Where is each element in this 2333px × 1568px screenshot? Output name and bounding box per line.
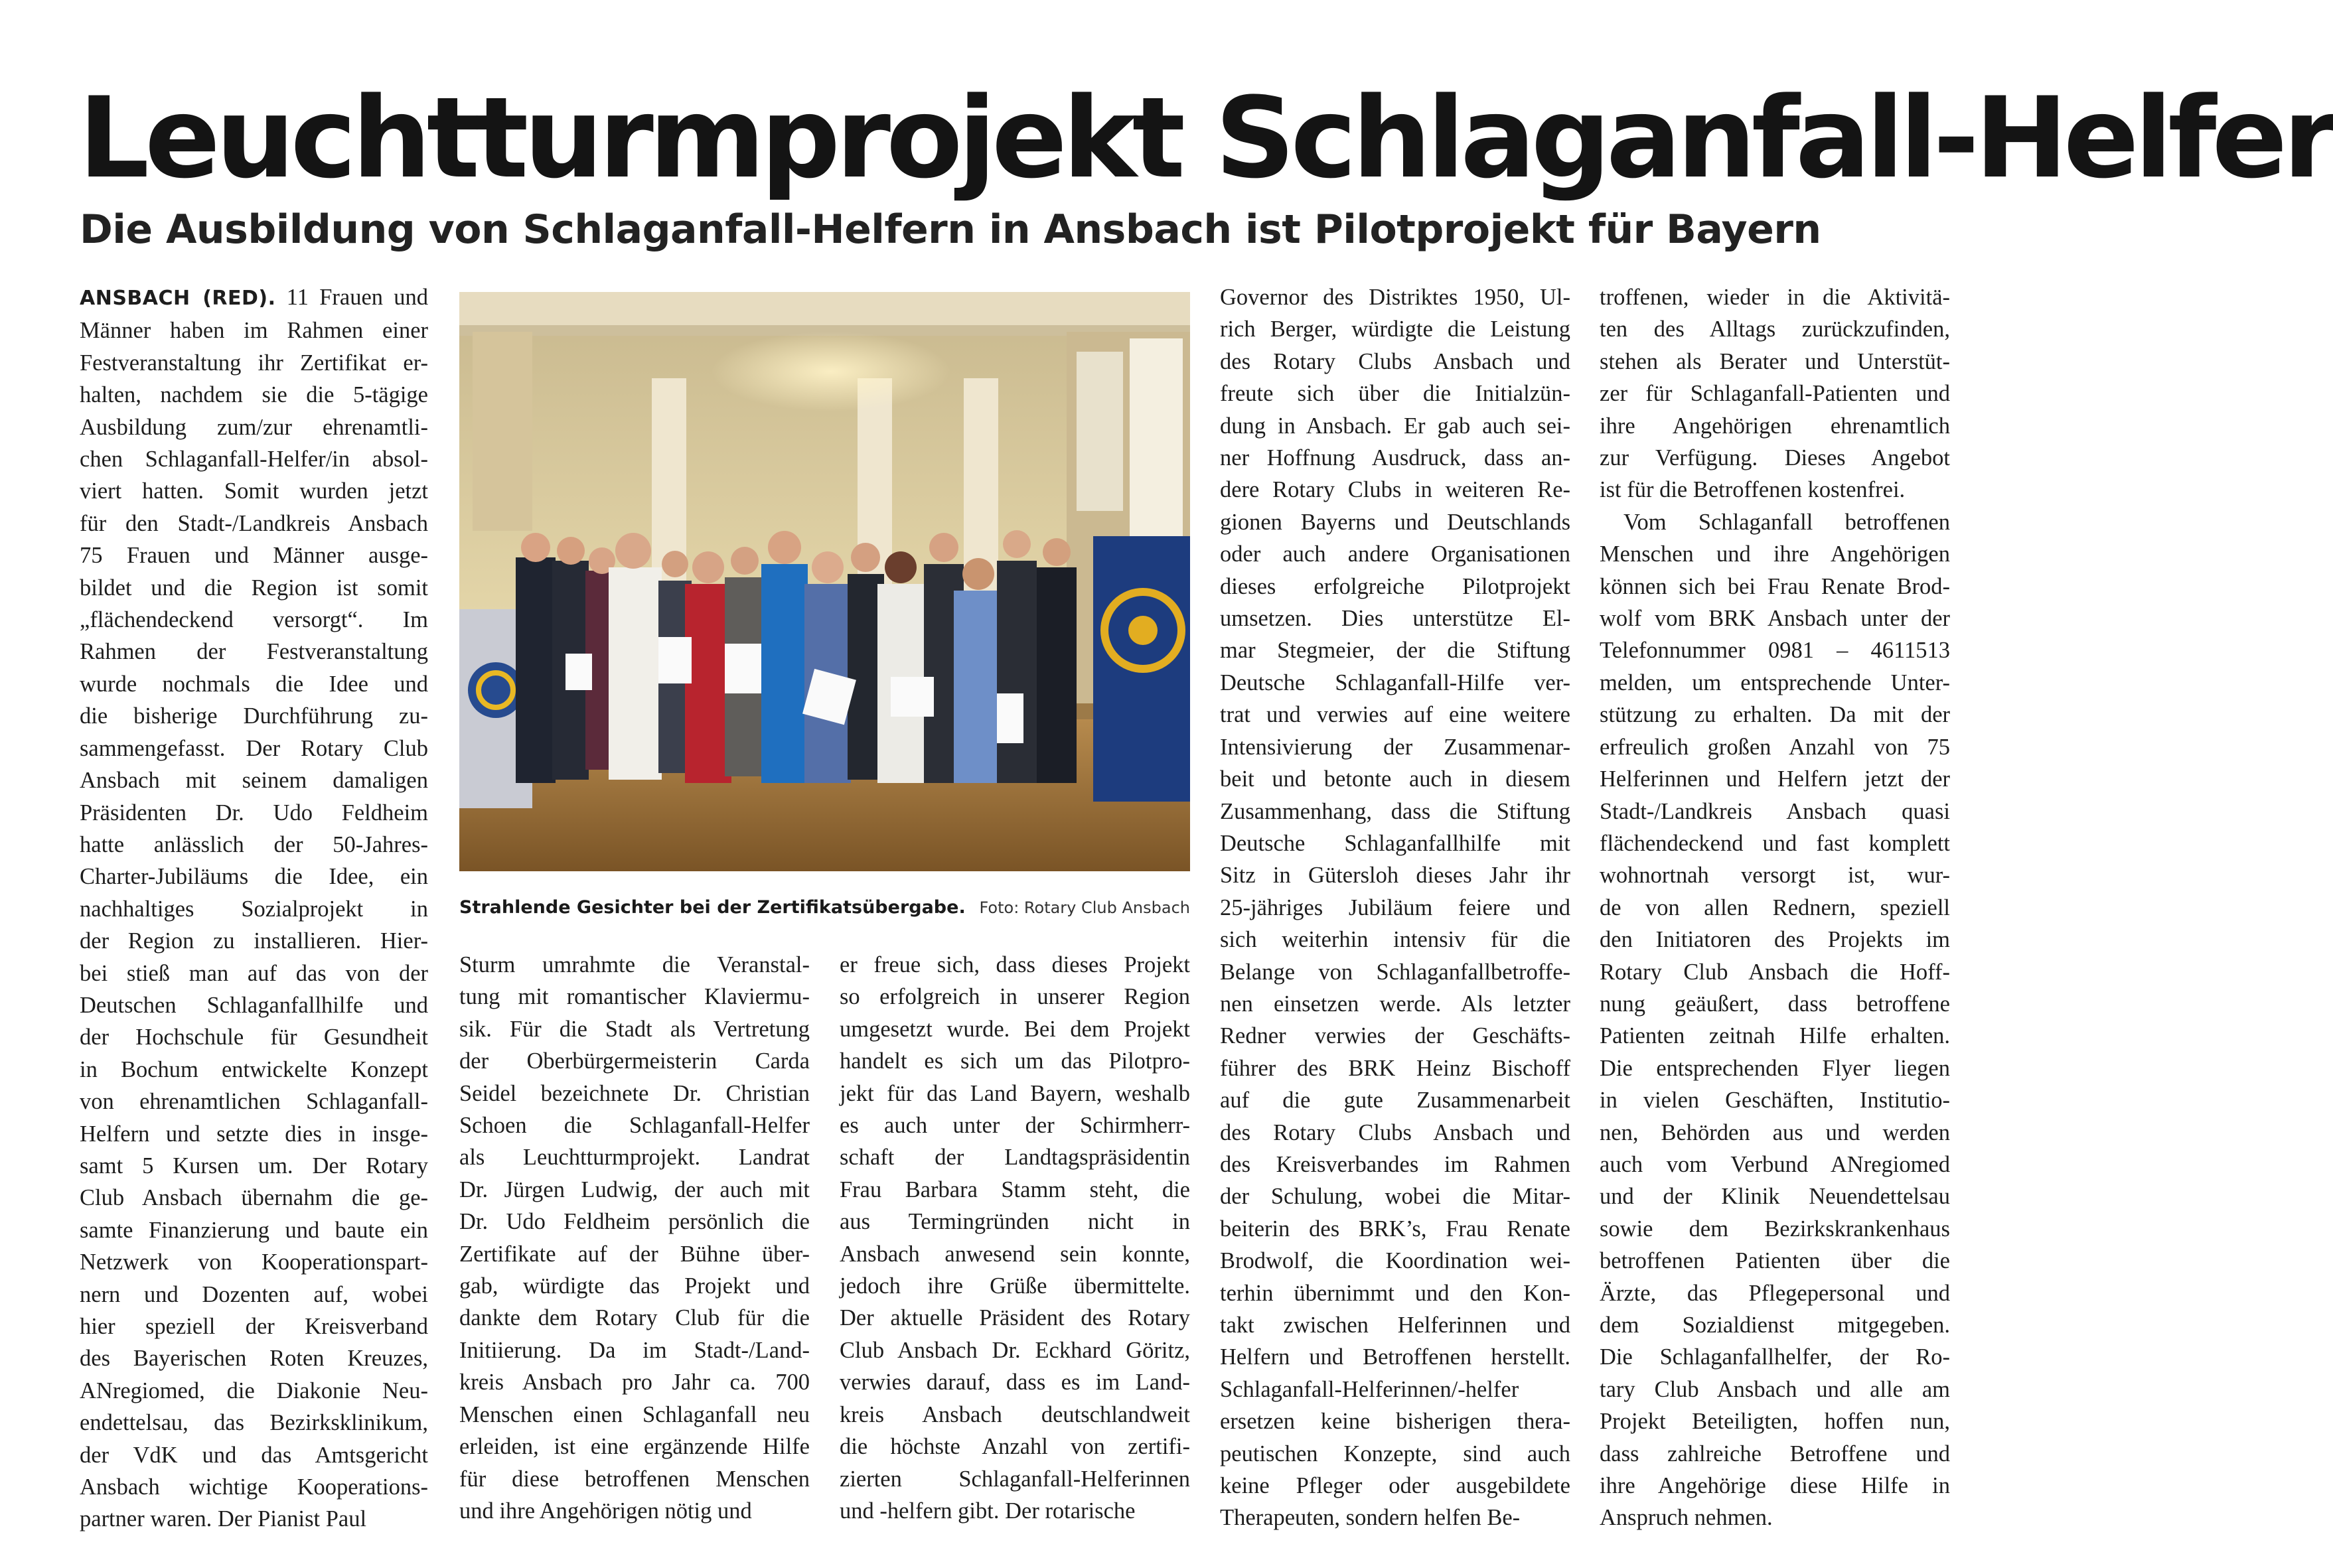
article-text-line: Charter-Jubiläums die Idee, ein (80, 864, 428, 890)
article-text-line: Therapeuten, sondern helfen Be- (1220, 1505, 1521, 1531)
article-text-line: dass zahlreiche Betroffene und (1600, 1441, 1950, 1466)
article-text-line: kreis Ansbach deutschlandweit (840, 1401, 1190, 1427)
article-text-line: 75 Frauen und Männer ausge- (80, 543, 428, 569)
article-text-line: es auch unter der Schirmherr- (840, 1113, 1190, 1139)
article-text-line: nen, Behörden aus und werden (1600, 1119, 1950, 1145)
article-text-line: umsetzen. Dies unterstütze El- (1220, 606, 1570, 632)
article-text-line: mar Stegmeier, der die Stiftung (1220, 638, 1570, 664)
article-text-line: viert hatten. Somit wurden jetzt (80, 478, 428, 504)
article-column-3 (840, 949, 1190, 1559)
article-text-line: für diese betroffenen Menschen (459, 1466, 810, 1492)
article-text-line: so erfolgreich in unserer Region (840, 984, 1190, 1010)
article-text-line: der Hochschule für Gesundheit (80, 1025, 428, 1050)
article-text-line: Vom Schlaganfall betroffenen (1623, 509, 1950, 535)
article-text-line: Männer haben im Rahmen einer (80, 318, 428, 344)
article-text-line: trat und verwies auf eine weitere (1220, 702, 1570, 728)
article-text-line: sik. Für die Stadt als Vertretung (459, 1016, 810, 1042)
article-text-line: verwies darauf, dass es im Land- (840, 1370, 1190, 1395)
article-text-line: Belange von Schlaganfallbetroffe- (1220, 959, 1570, 985)
article-text-line: für den Stadt-/Landkreis Ansbach (80, 510, 428, 536)
article-text-line: ANSBACH (RED). 11 Frauen und (80, 285, 428, 310)
article-text-line: ihre Angehörige diese Hilfe in (1600, 1473, 1950, 1499)
article-text-line: zierten Schlaganfall-Helferinnen (840, 1466, 1190, 1492)
article-text-line: de von allen Rednern, speziell (1600, 894, 1950, 920)
article-text-line: und -helfern gibt. Der rotarische (840, 1498, 1136, 1524)
group-photo-image (459, 292, 1190, 871)
article-text-line: Seidel bezeichnete Dr. Christian (459, 1080, 810, 1106)
article-text-line: Stadt-/Landkreis Ansbach quasi (1600, 798, 1950, 824)
article-text-line: ersetzen keine bisherigen thera- (1220, 1409, 1570, 1435)
article-text-line: partner waren. Der Pianist Paul (80, 1506, 367, 1532)
article-text-line: Menschen und ihre Angehörigen (1600, 541, 1950, 567)
article-text-line: des Rotary Clubs Ansbach und (1220, 1119, 1570, 1145)
article-text-line: erfreulich großen Anzahl von 75 (1600, 734, 1950, 760)
article-text-line: Projekt Beteiligten, hoffen nun, (1600, 1409, 1950, 1435)
article-text-line: Anspruch nehmen. (1600, 1505, 1773, 1531)
article-text-line: Die Schlaganfallhelfer, der Ro- (1600, 1344, 1950, 1370)
article-text-line: der Oberbürgermeisterin Carda (459, 1048, 810, 1074)
article-text-line: als Leuchtturmprojekt. Landrat (459, 1145, 810, 1171)
article-text-line: Telefonnummer 0981 – 4611513 (1600, 638, 1950, 664)
photo-caption (459, 897, 1190, 926)
article-text-line: sich weiterhin intensiv für die (1220, 927, 1570, 953)
article-text-line: samte Finanzierung und baute ein (80, 1217, 428, 1243)
article-text-line: wohnortnah versorgt ist, wur- (1600, 863, 1950, 889)
article-text-line: ihre Angehörigen ehrenamtlich (1600, 413, 1950, 439)
article-text-line: handelt es sich um das Pilotpro- (840, 1048, 1190, 1074)
article-text-line: Der aktuelle Präsident des Rotary (840, 1305, 1190, 1331)
article-text-line: jedoch ihre Grüße übermittelte. (840, 1273, 1190, 1299)
article-text-line: Ausbildung zum/zur ehrenamtli- (80, 414, 428, 440)
article-text-line: ner Hoffnung Ausdruck, dass an- (1220, 445, 1570, 471)
article-text-line: oder auch andere Organisationen (1220, 541, 1570, 567)
article-text-line: Club Ansbach übernahm die ge- (80, 1185, 428, 1211)
article-text-line: hier speziell der Kreisverband (80, 1314, 428, 1339)
article-text-line: er freue sich, dass dieses Projekt (840, 952, 1190, 977)
article-text-line: der VdK und das Amtsgericht (80, 1442, 428, 1468)
article-text-line: ten des Alltags zurückzufinden, (1600, 317, 1950, 342)
article-text-line: melden, um entsprechende Unter- (1600, 670, 1950, 695)
article-text-line: dem Sozialdienst mitgegeben. (1600, 1313, 1950, 1338)
article-text-line: Patienten zeitnah Hilfe erhalten. (1600, 1023, 1950, 1049)
article-photo (459, 292, 1190, 871)
article-text-line: Ansbach anwesend sein konnte, (840, 1241, 1190, 1267)
article-text-line: den Initiatoren des Projekts im (1600, 927, 1950, 953)
article-text-line: gab, würdigte das Projekt und (459, 1273, 810, 1299)
photo-caption-text: Strahlende Gesichter bei der Zertifikatsübergabe. (459, 897, 966, 918)
article-text-line: terhin übernimmt und den Kon- (1220, 1280, 1570, 1306)
article-text-line: die höchste Anzahl von zertifi- (840, 1434, 1190, 1460)
article-text-line: rich Berger, würdigte die Leistung (1220, 317, 1570, 342)
article-text-line: und der Klinik Neuendettelsau (1600, 1184, 1950, 1210)
article-text-line: Dr. Jürgen Ludwig, der auch mit (459, 1176, 810, 1202)
article-column-2 (459, 949, 810, 1559)
dateline: ANSBACH (RED). (80, 287, 276, 310)
article-text-line: ANregiomed, die Diakonie Neu- (80, 1378, 428, 1403)
article-text-line: bei stieß man auf das von der (80, 960, 428, 986)
article-text-line: sowie dem Bezirkskrankenhaus (1600, 1216, 1950, 1242)
article-text-line: kreis Ansbach pro Jahr ca. 700 (459, 1370, 810, 1395)
article-text-line: ist für die Betroffenen kostenfrei. (1600, 477, 1906, 503)
article-text-line: Governor des Distriktes 1950, Ul- (1220, 285, 1570, 310)
article-text-line: Ansbach mit seinem damaligen (80, 768, 428, 794)
article-text-line: umgesetzt wurde. Bei dem Projekt (840, 1016, 1190, 1042)
article-column-1 (80, 281, 428, 1549)
article-text-line: tary Club Ansbach und alle am (1600, 1376, 1950, 1402)
article-text-line: Ansbach wichtige Kooperations- (80, 1474, 428, 1500)
article-text-line: takt zwischen Helferinnen und (1220, 1313, 1570, 1338)
article-text-line: Dr. Udo Feldheim persönlich die (459, 1209, 810, 1235)
article-text-line: flächendeckend und fast komplett (1600, 830, 1950, 856)
article-text-line: auch vom Verbund ANregiomed (1600, 1151, 1950, 1177)
article-text-line: die bisherige Durchführung zu- (80, 703, 428, 729)
article-text-line: Intensivierung der Zusammenar- (1220, 734, 1570, 760)
article-text-line: Schoen die Schlaganfall-Helfer (459, 1113, 810, 1139)
article-text-line: bildet und die Region ist somit (80, 575, 428, 601)
article-text-line: zer für Schlaganfall-Patienten und (1600, 381, 1950, 407)
article-text-line: und ihre Angehörigen nötig und (459, 1498, 752, 1524)
article-text-line: Zusammenhang, dass die Stiftung (1220, 798, 1570, 824)
article-text-line: jekt für das Land Bayern, weshalb (840, 1080, 1190, 1106)
article-text-line: Redner verwies der Geschäfts- (1220, 1023, 1570, 1049)
article-text-line: auf die gute Zusammenarbeit (1220, 1088, 1570, 1113)
article-text-line: dieses erfolgreiche Pilotprojekt (1220, 573, 1570, 599)
article-text-line: Die entsprechenden Flyer liegen (1600, 1055, 1950, 1081)
article-text-line: Club Ansbach Dr. Eckhard Göritz, (840, 1337, 1190, 1363)
article-text-line: peutischen Konzepte, sind auch (1220, 1441, 1570, 1466)
article-text-line: nung geäußert, dass betroffene (1600, 991, 1950, 1017)
article-text-line: halten, nachdem sie die 5-tägige (80, 382, 428, 408)
article-text-line: in Bochum entwickelte Konzept (80, 1056, 428, 1082)
article-text-line: Deutsche Schlaganfall-Hilfe ver- (1220, 670, 1570, 695)
article-text-line: Frau Barbara Stamm steht, die (840, 1176, 1190, 1202)
article-text-line: Rahmen der Festveranstaltung (80, 639, 428, 665)
article-column-4 (1220, 281, 1570, 1549)
article-text-line: troffenen, wieder in die Aktivitä- (1600, 285, 1950, 310)
article-text-line: wolf vom BRK Ansbach unter der (1600, 606, 1950, 632)
article-text-line: nen einsetzen werde. Als letzter (1220, 991, 1570, 1017)
article-text-line: können sich bei Frau Renate Brod- (1600, 573, 1950, 599)
article-text-line: zur Verfügung. Dieses Angebot (1600, 445, 1950, 471)
article-text-line: beiterin des BRK’s, Frau Renate (1220, 1216, 1570, 1242)
article-text-line: gionen Bayerns und Deutschlands (1220, 509, 1570, 535)
article-text-line: Zertifikate auf der Bühne über- (459, 1241, 810, 1267)
photo-credit: Foto: Rotary Club Ansbach (979, 898, 1190, 917)
article-text-line: endettelsau, das Bezirksklinikum, (80, 1410, 428, 1436)
article-text-line: „flächendeckend versorgt“. Im (80, 607, 428, 633)
article-text-line: Menschen einen Schlaganfall neu (459, 1401, 810, 1427)
subheadline: Die Ausbildung von Schlaganfall-Helfern in Ansbach ist Pilotprojekt für Bayern (80, 206, 1821, 253)
article-text-line: nachhaltiges Sozialprojekt in (80, 896, 428, 922)
article-text-line: hatte anlässlich der 50-Jahres- (80, 831, 428, 857)
article-text-line: Sturm umrahmte die Veranstal- (459, 952, 810, 977)
article-text-line: Schlaganfall-Helferinnen/-helfer (1220, 1376, 1519, 1402)
article-text-line: samt 5 Kursen um. Der Rotary (80, 1153, 428, 1178)
article-text-line: Präsidenten Dr. Udo Feldheim (80, 800, 428, 825)
article-text-line: Sitz in Gütersloh dieses Jahr ihr (1220, 863, 1570, 889)
article-text-line: Deutschen Schlaganfallhilfe und (80, 992, 428, 1018)
article-text-line: nern und Dozenten auf, wobei (80, 1281, 428, 1307)
article-text-line: Netzwerk von Kooperationspart- (80, 1249, 428, 1275)
article-text-line: der Schulung, wobei die Mitar- (1220, 1184, 1570, 1210)
article-text-line: führer des BRK Heinz Bischoff (1220, 1055, 1570, 1081)
article-text-line: dung in Ansbach. Er gab auch sei- (1220, 413, 1570, 439)
article-text-line: des Bayerischen Roten Kreuzes, (80, 1346, 428, 1372)
article-text-line: Festveranstaltung ihr Zertifikat er- (80, 350, 428, 376)
headline: Leuchtturmprojekt Schlaganfall-Helfer (78, 73, 2333, 203)
article-text-line: keine Pfleger oder ausgebildete (1220, 1473, 1570, 1499)
article-text-line: Ärzte, das Pflegepersonal und (1600, 1280, 1950, 1306)
article-text-line: Initiierung. Da im Stadt-/Land- (459, 1337, 810, 1363)
article-text-line: beit und betonte auch in diesem (1220, 766, 1570, 792)
article-text-line: tung mit romantischer Klaviermu- (459, 984, 810, 1010)
article-text-line: dankte dem Rotary Club für die (459, 1305, 810, 1331)
article-text-line: chen Schlaganfall-Helfer/in absol- (80, 447, 428, 472)
article-text-line: Helferinnen und Helfern jetzt der (1600, 766, 1950, 792)
article-text-line: aus Termingründen nicht in (840, 1209, 1190, 1235)
article-text-line: wurde nochmals die Idee und (80, 671, 428, 697)
article-text-line: Brodwolf, die Koordination wei- (1220, 1248, 1570, 1274)
article-text-line: Helfern und setzte dies in insge- (80, 1121, 428, 1147)
article-text-line: des Kreisverbandes im Rahmen (1220, 1151, 1570, 1177)
article-text-line: von ehrenamtlichen Schlaganfall- (80, 1089, 428, 1115)
article-text-line: stützung zu erhalten. Da mit der (1600, 702, 1950, 728)
article-text-line: dere Rotary Clubs in weiteren Re- (1220, 477, 1570, 503)
article-text-line: Helfern und Betroffenen herstellt. (1220, 1344, 1570, 1370)
article-text-line: schaft der Landtagspräsidentin (840, 1145, 1190, 1171)
article-text-line: 25-jähriges Jubiläum feiere und (1220, 894, 1570, 920)
article-text-line: des Rotary Clubs Ansbach und (1220, 348, 1570, 374)
article-text-line: Deutsche Schlaganfallhilfe mit (1220, 830, 1570, 856)
article-text-line: Rotary Club Ansbach die Hoff- (1600, 959, 1950, 985)
article-text-line: stehen als Berater und Unterstüt- (1600, 348, 1950, 374)
article-text-line: betroffenen Patienten über die (1600, 1248, 1950, 1274)
article-text-line: sammengefasst. Der Rotary Club (80, 735, 428, 761)
article-text-line: in vielen Geschäften, Institutio- (1600, 1088, 1950, 1113)
article-column-5 (1600, 281, 1950, 1549)
article-text-line: freute sich über die Initialzün- (1220, 381, 1570, 407)
article-text-line: erleiden, ist eine ergänzende Hilfe (459, 1434, 810, 1460)
article-text-line: der Region zu installieren. Hier- (80, 928, 428, 954)
